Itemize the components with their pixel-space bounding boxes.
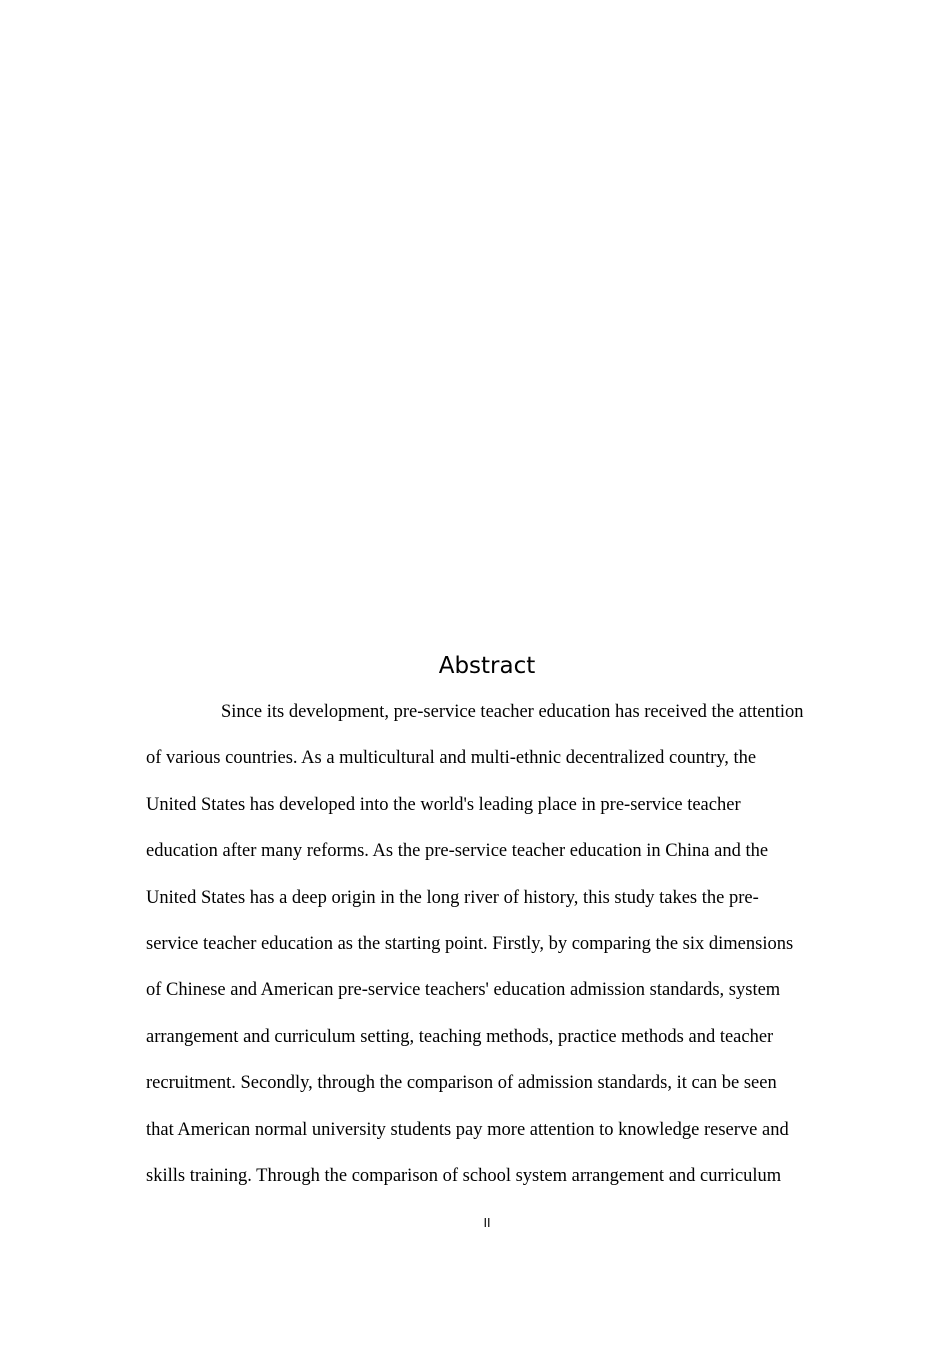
abstract-line: of Chinese and American pre-service teachers' education admission standards, system bbox=[146, 980, 781, 1001]
abstract-line: United States has developed into the world's leading place in pre-service teacher bbox=[146, 794, 741, 815]
abstract-line: recruitment. Secondly, through the comparison of admission standards, it can be seen bbox=[146, 1073, 777, 1094]
abstract-line: service teacher education as the starting point. Firstly, by comparing the six dimensions bbox=[146, 934, 794, 954]
page-title: Abstract bbox=[438, 653, 536, 679]
abstract-line: education after many reforms. As the pre-service teacher education in China and the bbox=[146, 841, 769, 862]
abstract-line: United States has a deep origin in the long river of history, this study takes the pre- bbox=[146, 887, 759, 908]
page-number: II bbox=[483, 1216, 491, 1230]
abstract-line: of various countries. As a multicultural and multi-ethnic decentralized country, the bbox=[146, 748, 757, 769]
abstract-line: arrangement and curriculum setting, teaching methods, practice methods and teacher bbox=[146, 1026, 774, 1047]
abstract-line: Since its development, pre-service teacher education has received the attention bbox=[221, 702, 804, 722]
abstract-line: that American normal university students pay more attention to knowledge reserve and bbox=[146, 1119, 789, 1140]
abstract-line: skills training. Through the comparison of school system arrangement and curriculum bbox=[146, 1166, 782, 1186]
